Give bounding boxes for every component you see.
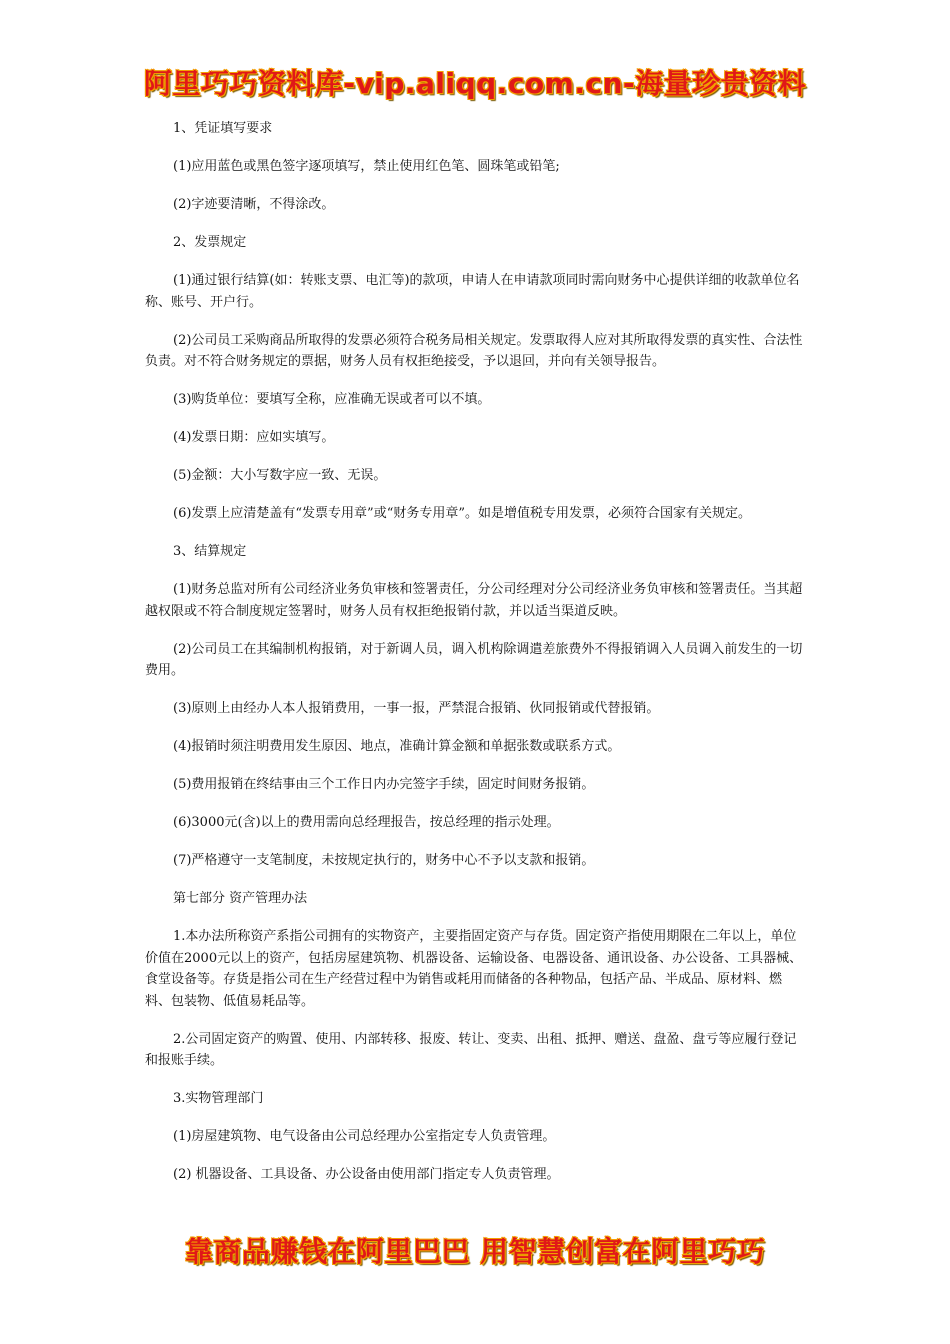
paragraph: (2)字迹要清晰，不得涂改。 — [173, 197, 335, 212]
paragraph: (1)应用蓝色或黑色签字逐项填写，禁止使用红色笔、圆珠笔或铅笔; — [173, 159, 560, 174]
document-body — [145, 118, 807, 1202]
paragraph: (4)报销时须注明费用发生原因、地点，准确计算金额和单据张数或联系方式。 — [173, 739, 621, 754]
paragraph: (5)费用报销在终结事由三个工作日内办完签字手续，固定时间财务报销。 — [173, 777, 595, 792]
paragraph: 2.公司固定资产的购置、使用、内部转移、报废、转让、变卖、出租、抵押、赠送、盘盈、盘亏等应履行登记和报账手续。 — [145, 1031, 797, 1068]
paragraph: (3)原则上由经办人本人报销费用，一事一报，严禁混合报销、伙同报销或代替报销。 — [173, 701, 660, 716]
paragraph: (6)3000元(含)以上的费用需向总经理报告，按总经理的指示处理。 — [173, 815, 560, 830]
paragraph: (4)发票日期：应如实填写。 — [173, 430, 335, 445]
section-heading: 2、发票规定 — [173, 235, 247, 250]
paragraph: (6)发票上应清楚盖有“发票专用章”或“财务专用章”。如是增值税专用发票，必须符合国家有关规定。 — [173, 506, 751, 521]
paragraph: (2)公司员工采购商品所取得的发票必须符合税务局相关规定。发票取得人应对其所取得发票的真实性、合法性负责。对不符合财务规定的票据，财务人员有权拒绝接受，予以退回，并向有关领导报告。 — [145, 332, 803, 369]
footer-banner: 靠商品赚钱在阿里巴巴 用智慧创富在阿里巧巧 — [184, 1235, 766, 1268]
paragraph: (5)金额：大小写数字应一致、无误。 — [173, 468, 387, 483]
header-banner: 阿里巧巧资料库-vip.aliqq.com.cn-海量珍贵资料 — [143, 67, 807, 100]
paragraph: (7)严格遵守一支笔制度，未按规定执行的，财务中心不予以支款和报销。 — [173, 853, 595, 868]
paragraph: (1)房屋建筑物、电气设备由公司总经理办公室指定专人负责管理。 — [173, 1129, 556, 1144]
paragraph: 1.本办法所称资产系指公司拥有的实物资产，主要指固定资产与存货。固定资产指使用期限在二年以上，单位价值在2000元以上的资产，包括房屋建筑物、机器设备、运输设备、电器设备、通讯设备、办公设备、工具器械、食堂设备等。存货是指公司在生产经营过程中为销售或耗用而储备的各种物品，包括产品、半成品、原材料、燃料、包装物、低值易耗品等。 — [145, 929, 803, 1009]
section-heading: 第七部分 资产管理办法 — [173, 891, 308, 906]
section-heading: 1、凭证填写要求 — [173, 121, 273, 136]
paragraph: (2)公司员工在其编制机构报销，对于新调人员，调入机构除调遣差旅费外不得报销调入人员调入前发生的一切费用。 — [145, 641, 803, 678]
paragraph: (1)财务总监对所有公司经济业务负审核和签署责任，分公司经理对分公司经济业务负审核和签署责任。当其超越权限或不符合制度规定签署时，财务人员有权拒绝报销付款，并以适当渠道反映。 — [145, 582, 803, 619]
paragraph: (3)购货单位：要填写全称，应准确无误或者可以不填。 — [173, 392, 491, 407]
paragraph: (2) 机器设备、工具设备、办公设备由使用部门指定专人负责管理。 — [173, 1167, 560, 1182]
paragraph: (1)通过银行结算(如：转账支票、电汇等)的款项，申请人在申请款项同时需向财务中心提供详细的收款单位名称、账号、开户行。 — [145, 273, 800, 310]
section-heading: 3.实物管理部门 — [173, 1091, 264, 1106]
section-heading: 3、结算规定 — [173, 544, 247, 559]
